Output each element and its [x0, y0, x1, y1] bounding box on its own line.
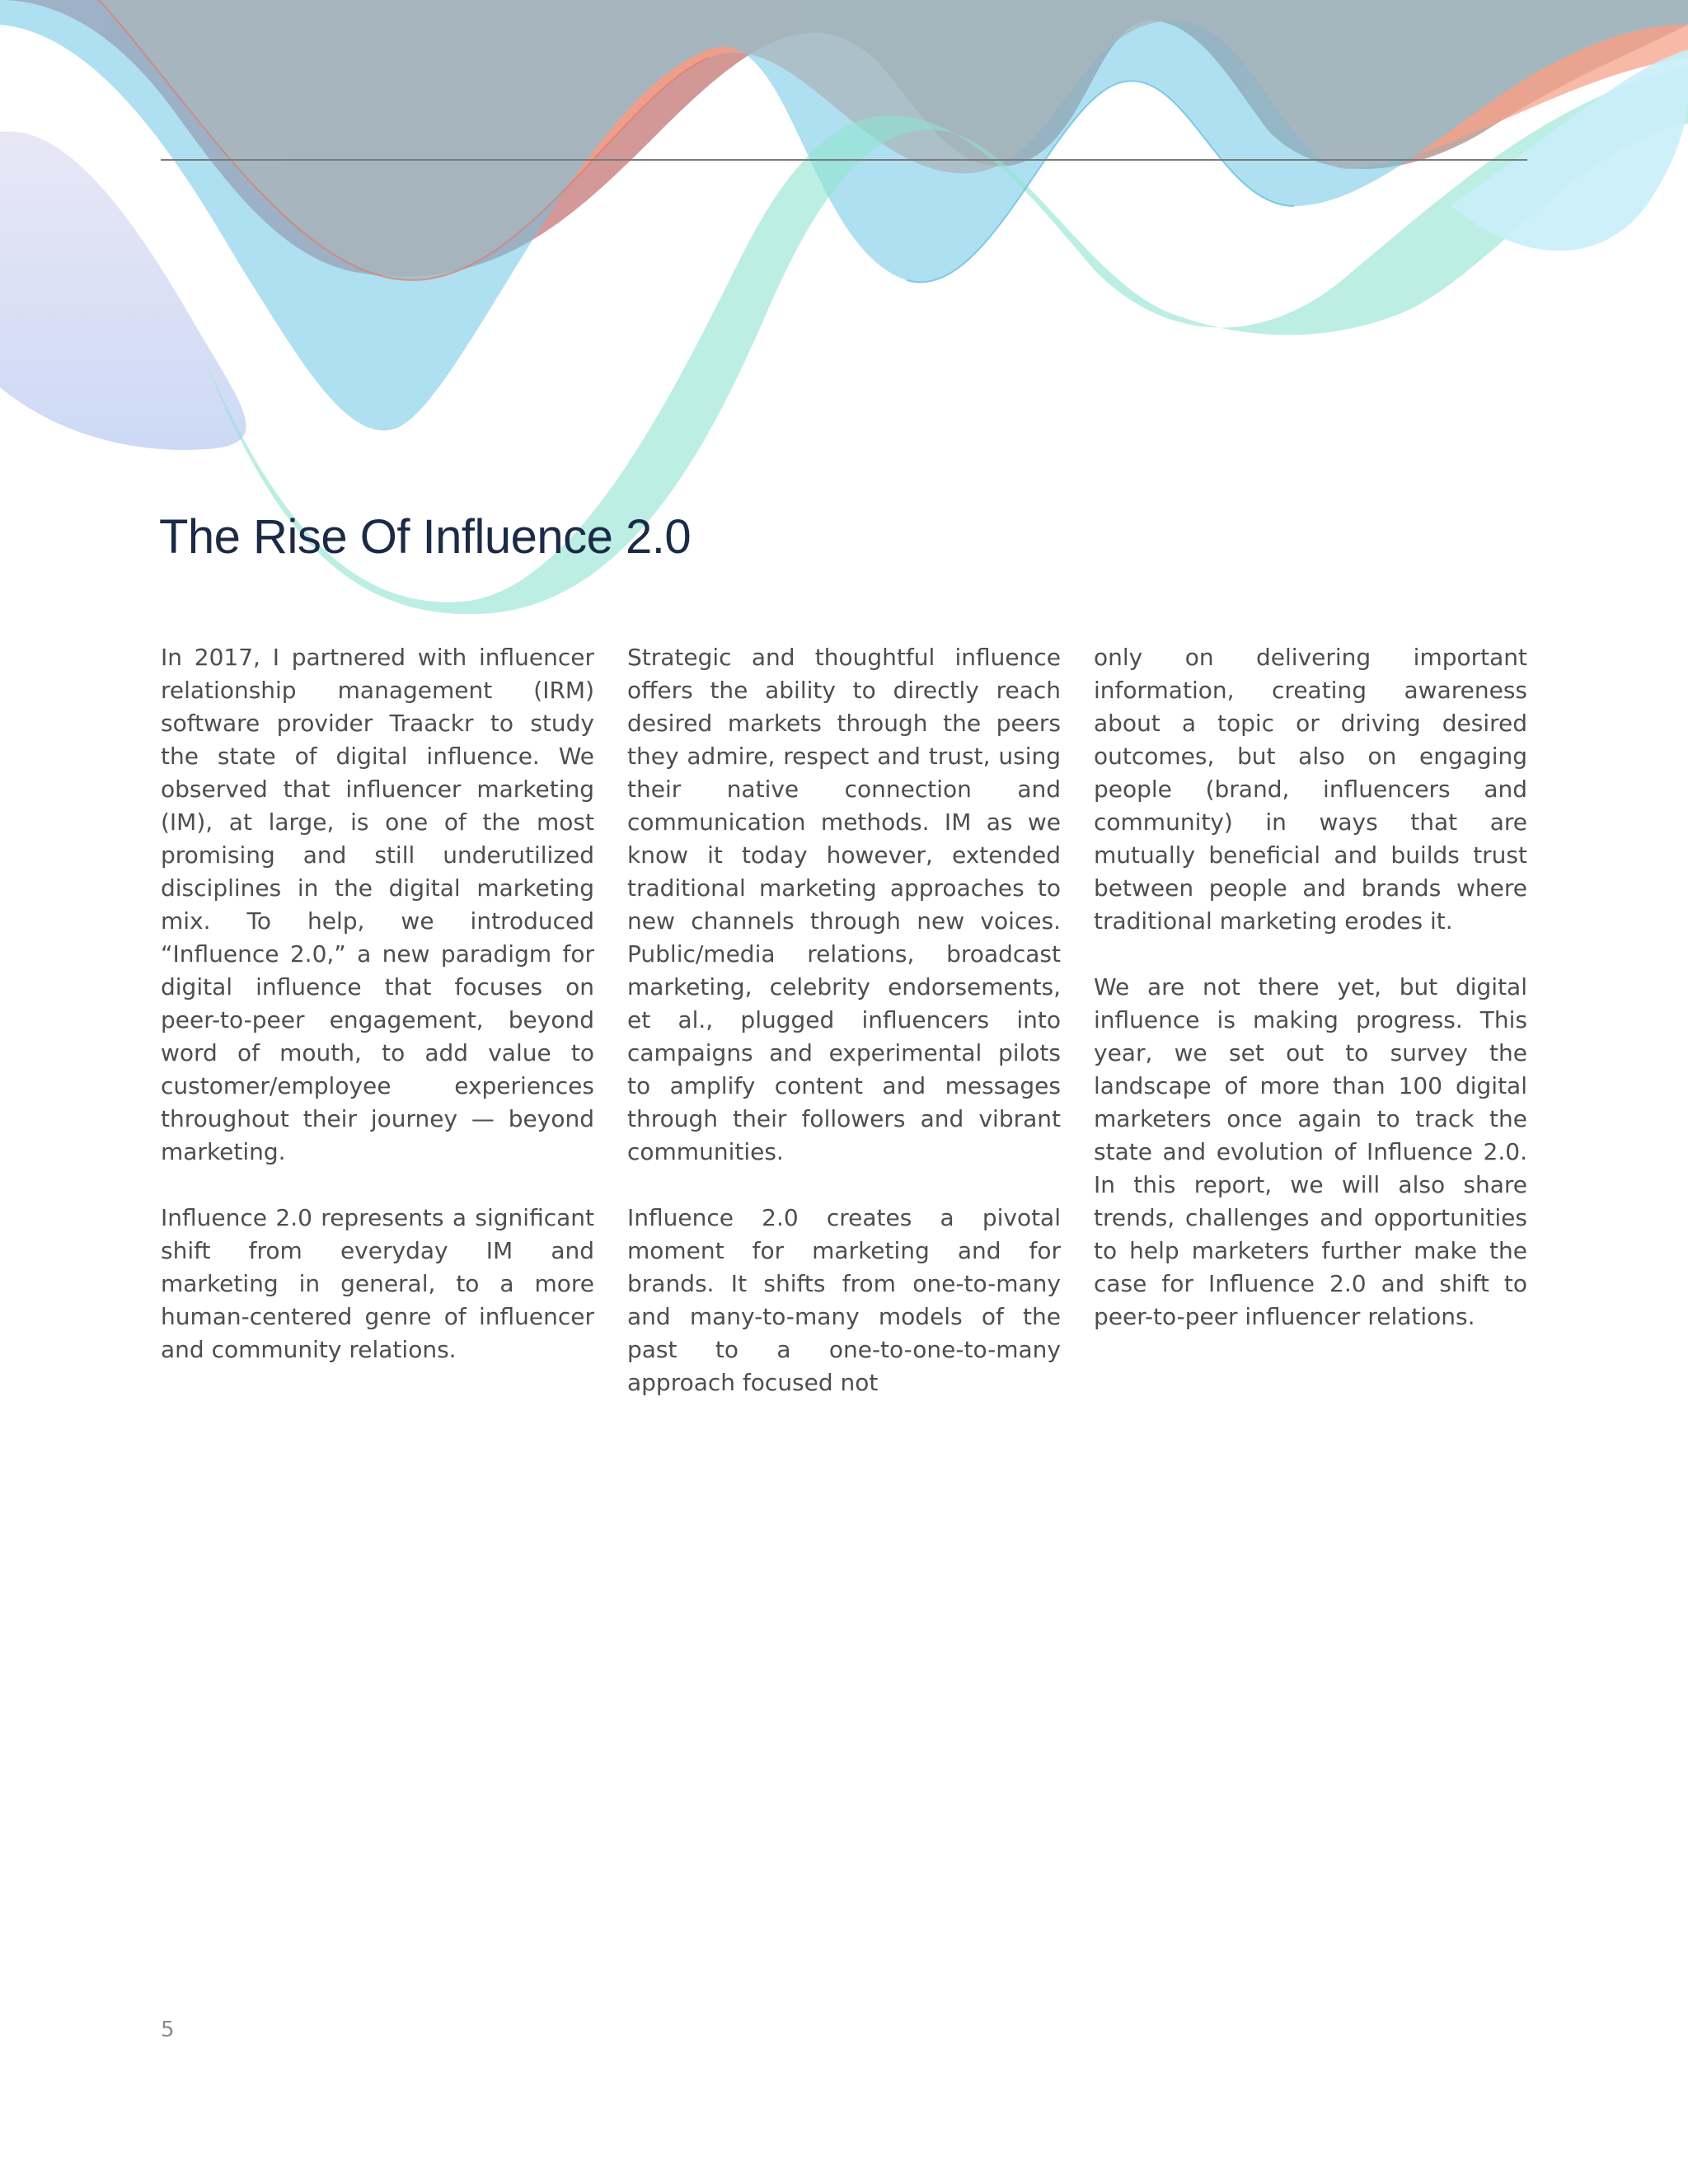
paragraph: Influence 2.0 creates a pivotal moment for marketing and for brands. It shifts from one-to-many and many-to-many models of the past to a one-to-one-to-many approach focused not [627, 1204, 1061, 1396]
body-columns [161, 641, 1527, 1399]
column-3 [1094, 641, 1527, 1399]
column-2 [627, 641, 1061, 1399]
column-1 [161, 641, 594, 1399]
paragraph: In 2017, I partnered with influencer relationship management (IRM) software provider Traackr to study the state of digital influence. We observed that influencer marketing (IM), at large, is one of the most promising and still underutilized disciplines in the digital marketing mix. To help, we introduced “Influence 2.0,” a new paradigm for digital influence that focuses on peer-to-peer engagement, beyond word of mouth, to add value to customer/employee experiences throughout their journey — beyond marketing. [161, 644, 594, 1165]
paragraph: We are not there yet, but digital influence is making progress. This year, we set out to survey the landscape of more than 100 digital marketers once again to track the state and evolution of Influence 2.0. In this report, we will also share trends, challenges and opportunities to help marketers further make the case for Influence 2.0 and shift to peer-to-peer influencer relations. [1094, 973, 1527, 1330]
page-number: 5 [161, 2018, 175, 2042]
paragraph: Influence 2.0 represents a significant shift from everyday IM and marketing in general, to a more human-centered genre of influencer and community relations. [161, 1204, 594, 1363]
paragraph: only on delivering important information, creating awareness about a topic or driving desired outcomes, but also on engaging people (brand, influencers and community) in ways that are mutually beneficial and builds trust between people and brands where traditional marketing erodes it. [1094, 644, 1527, 935]
paragraph: Strategic and thoughtful influence offers the ability to directly reach desired markets through the peers they admire, respect and trust, using their native connection and communication methods. IM as we know it today however, extended traditional marketing approaches to new channels through new voices. Public/media relations, broadcast marketing, celebrity endorsements, et al., plugged influencers into campaigns and experimental pilots to amplify content and messages through their followers and vibrant communities. [627, 644, 1061, 1165]
header-rule [161, 159, 1527, 161]
page-title: The Rise Of Influence 2.0 [159, 510, 692, 564]
